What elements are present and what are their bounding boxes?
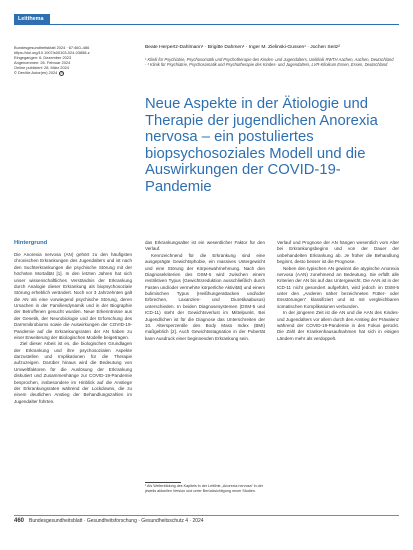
paragraph: In der jüngeren Zeit ist die AN und die AAN des Kindes- und Jugendalters vor allem durch den Anstieg der Prävalenz während der COVID-19-Pandemie in den Fokus gerückt. Die Zahl der Krankenhausaufnahmen hat sich in einigen Ländern mehr als verdoppelt. xyxy=(277,310,399,341)
open-access-line xyxy=(14,70,134,75)
copyright-text: © Der/die Autor(en) 2024 xyxy=(14,70,58,76)
top-bar xyxy=(0,0,413,14)
journal-issue: Bundesgesundheitsblatt · Gesundheitsforschung · Gesundheitsschutz 4 · 2024 xyxy=(29,518,204,524)
affiliations: ¹ Klinik für Psychiatrie, Psychosomatik und Psychotherapie des Kindes- und Jugendalters, Uniklinik RWTH Aachen, Aachen, Deutschland · ² Klinik für Psychiatrie, Psychosomatik und Psychotherapie des Kindes- und Jugendalters, LVR-Klinikum Essen, Essen, Deutschland xyxy=(145,57,394,68)
text-column-1 xyxy=(14,252,132,405)
article-meta xyxy=(14,45,134,76)
paragraph: Neben den typischen AN gewinnt die atypische Anorexia nervosa (AAN) zunehmend an Bedeutung. Sie erfüllt alle Kriterien der AN bis auf das Untergewicht. Die AAN ist in der ICD-11 nicht gesondert aufgeführt, wird jedoch im DSM-5 unter den „Anderen näher bezeichneten Fütter- oder Essstörungen“ klassifiziert und ist mit vergleichbaren somatischen Komplikationen verbunden. xyxy=(277,265,399,309)
open-access-icon: ⊙ xyxy=(60,70,64,75)
received-date: Eingegangen: 6. Dezember 2023 xyxy=(14,55,72,61)
section-label: Leitthema xyxy=(14,14,50,24)
top-rule xyxy=(14,24,399,25)
section-heading: Hintergrund xyxy=(14,240,48,246)
accepted-date: Angenommen: 26. Februar 2024 xyxy=(14,60,71,66)
published-date: Online publiziert: 28. März 2024 xyxy=(14,65,69,71)
paragraph: das Erkrankungsalter ist ein wesentlicher Faktor für den Verlauf. xyxy=(145,240,265,252)
paragraph: Ziel dieser Arbeit ist es, die biologischen Grundlagen der Erkrankung und ihre psychosozialen Aspekte darzustellen und Implikationen für die Therapie aufzuzeigen. Darüber hinaus wird die Bedeutung von Umweltfaktoren für die Auslösung der Erkrankung diskutiert und Zusammenhänge zur COVID-19-Pandemie besprochen, insbesondere im Hinblick auf die Anstiege der Erkrankungsraten während der Lockdowns, die zu einem deutlichen Anstieg der Behandlungszahlen im Jugendalter führten. xyxy=(14,341,132,404)
footer-rule xyxy=(14,515,399,516)
footnote-divider xyxy=(145,482,181,483)
doi-link[interactable]: https://doi.org/10.1007/s00103-024-03858-z xyxy=(14,50,90,56)
paragraph: Verlauf und Prognose der AN hängen wesentlich vom Alter bei Erkrankungsbeginn und von der Dauer der unbehandelten Erkrankung ab. Je früher die Behandlung beginnt, desto besser ist die Prognose. xyxy=(277,240,399,265)
page-number: 460 xyxy=(14,518,25,524)
paragraph: Kennzeichnend für die Erkrankung sind eine ausgeprägte Gewichtsphobie, ein massives Untergewicht und eine Störung der Körperwahrnehmung. Nach den Diagnosekriterien des DSM-5 wird zwischen einem restriktiven Typus (Gewichtsreduktion ausschließlich durch Fasten und/oder vermehrte körperliche Aktivität) und einem bulimischen Typus (Heißhungerattacken und/oder Erbrechen, Laxanzien- und Diuretikaabusus) unterschieden. In beiden Diagnosesystemen (DSM-5 und ICD-11) steht der Gewichtsverlust im Mittelpunkt. Bei Jugendlichen ist für die Diagnose das Unterschreiten der 10. Altersperzentile des Body Mass Index (BMI) maßgeblich [2]. Auch Gewichtsstagnation in der Pubertät kann Ausdruck einer beginnenden Erkrankung sein. xyxy=(145,252,265,341)
author-list: Beate Herpertz-Dahlmann¹ · Brigitte Dahmen¹ · Inger M. Zielinski-Gussen¹ · Jochen Seitz² xyxy=(145,45,340,50)
paragraph: Die Anorexia nervosa (AN) gehört zu den häufigsten chronischen Erkrankungen des Jugendalters und ist nach den Suchterkrankungen die psychische Störung mit der höchsten Mortalität [1]. In den letzten Jahren hat sich unser wissenschaftliches Verständnis der Erkrankung durch Analogie dieser Erkrankung als biopsychosoziale Störung erheblich verändert. Noch vor 3 Jahrzehnten galt die AN als eine vorwiegend psychische Störung, deren Ursachen in der Familiendynamik und in der Biographie der Betroffenen gesucht wurden. Neue Erkenntnisse aus der Genetik, der Neurobiologie und der Erforschung des Darmmikrobioms sowie die Auswirkungen der COVID-19-Pandemie auf die Erkrankungsraten der AN haben zu einer Erweiterung der ätiologischen Modelle beigetragen. xyxy=(14,252,132,340)
page-footer xyxy=(14,518,204,524)
text-column-3 xyxy=(277,240,399,342)
journal-citation: Bundesgesundheitsblatt 2024 · 67:460–466 xyxy=(14,45,90,50)
text-column-2 xyxy=(145,240,265,342)
article-title: Neue Aspekte in der Ätiologie und Therapie der jugendlichen Anorexia nervosa – ein postuliertes biopsychosoziales Modell und die Auswirkungen der COVID-19-Pandemie xyxy=(145,96,378,195)
footnote: ¹ Als Weiterbildung des Kapitels in der Leitlinie „Anorexia nervosa“ in der jeweils aktuellen Version und unter Berücksichtigung neuer Studien. xyxy=(145,484,263,493)
